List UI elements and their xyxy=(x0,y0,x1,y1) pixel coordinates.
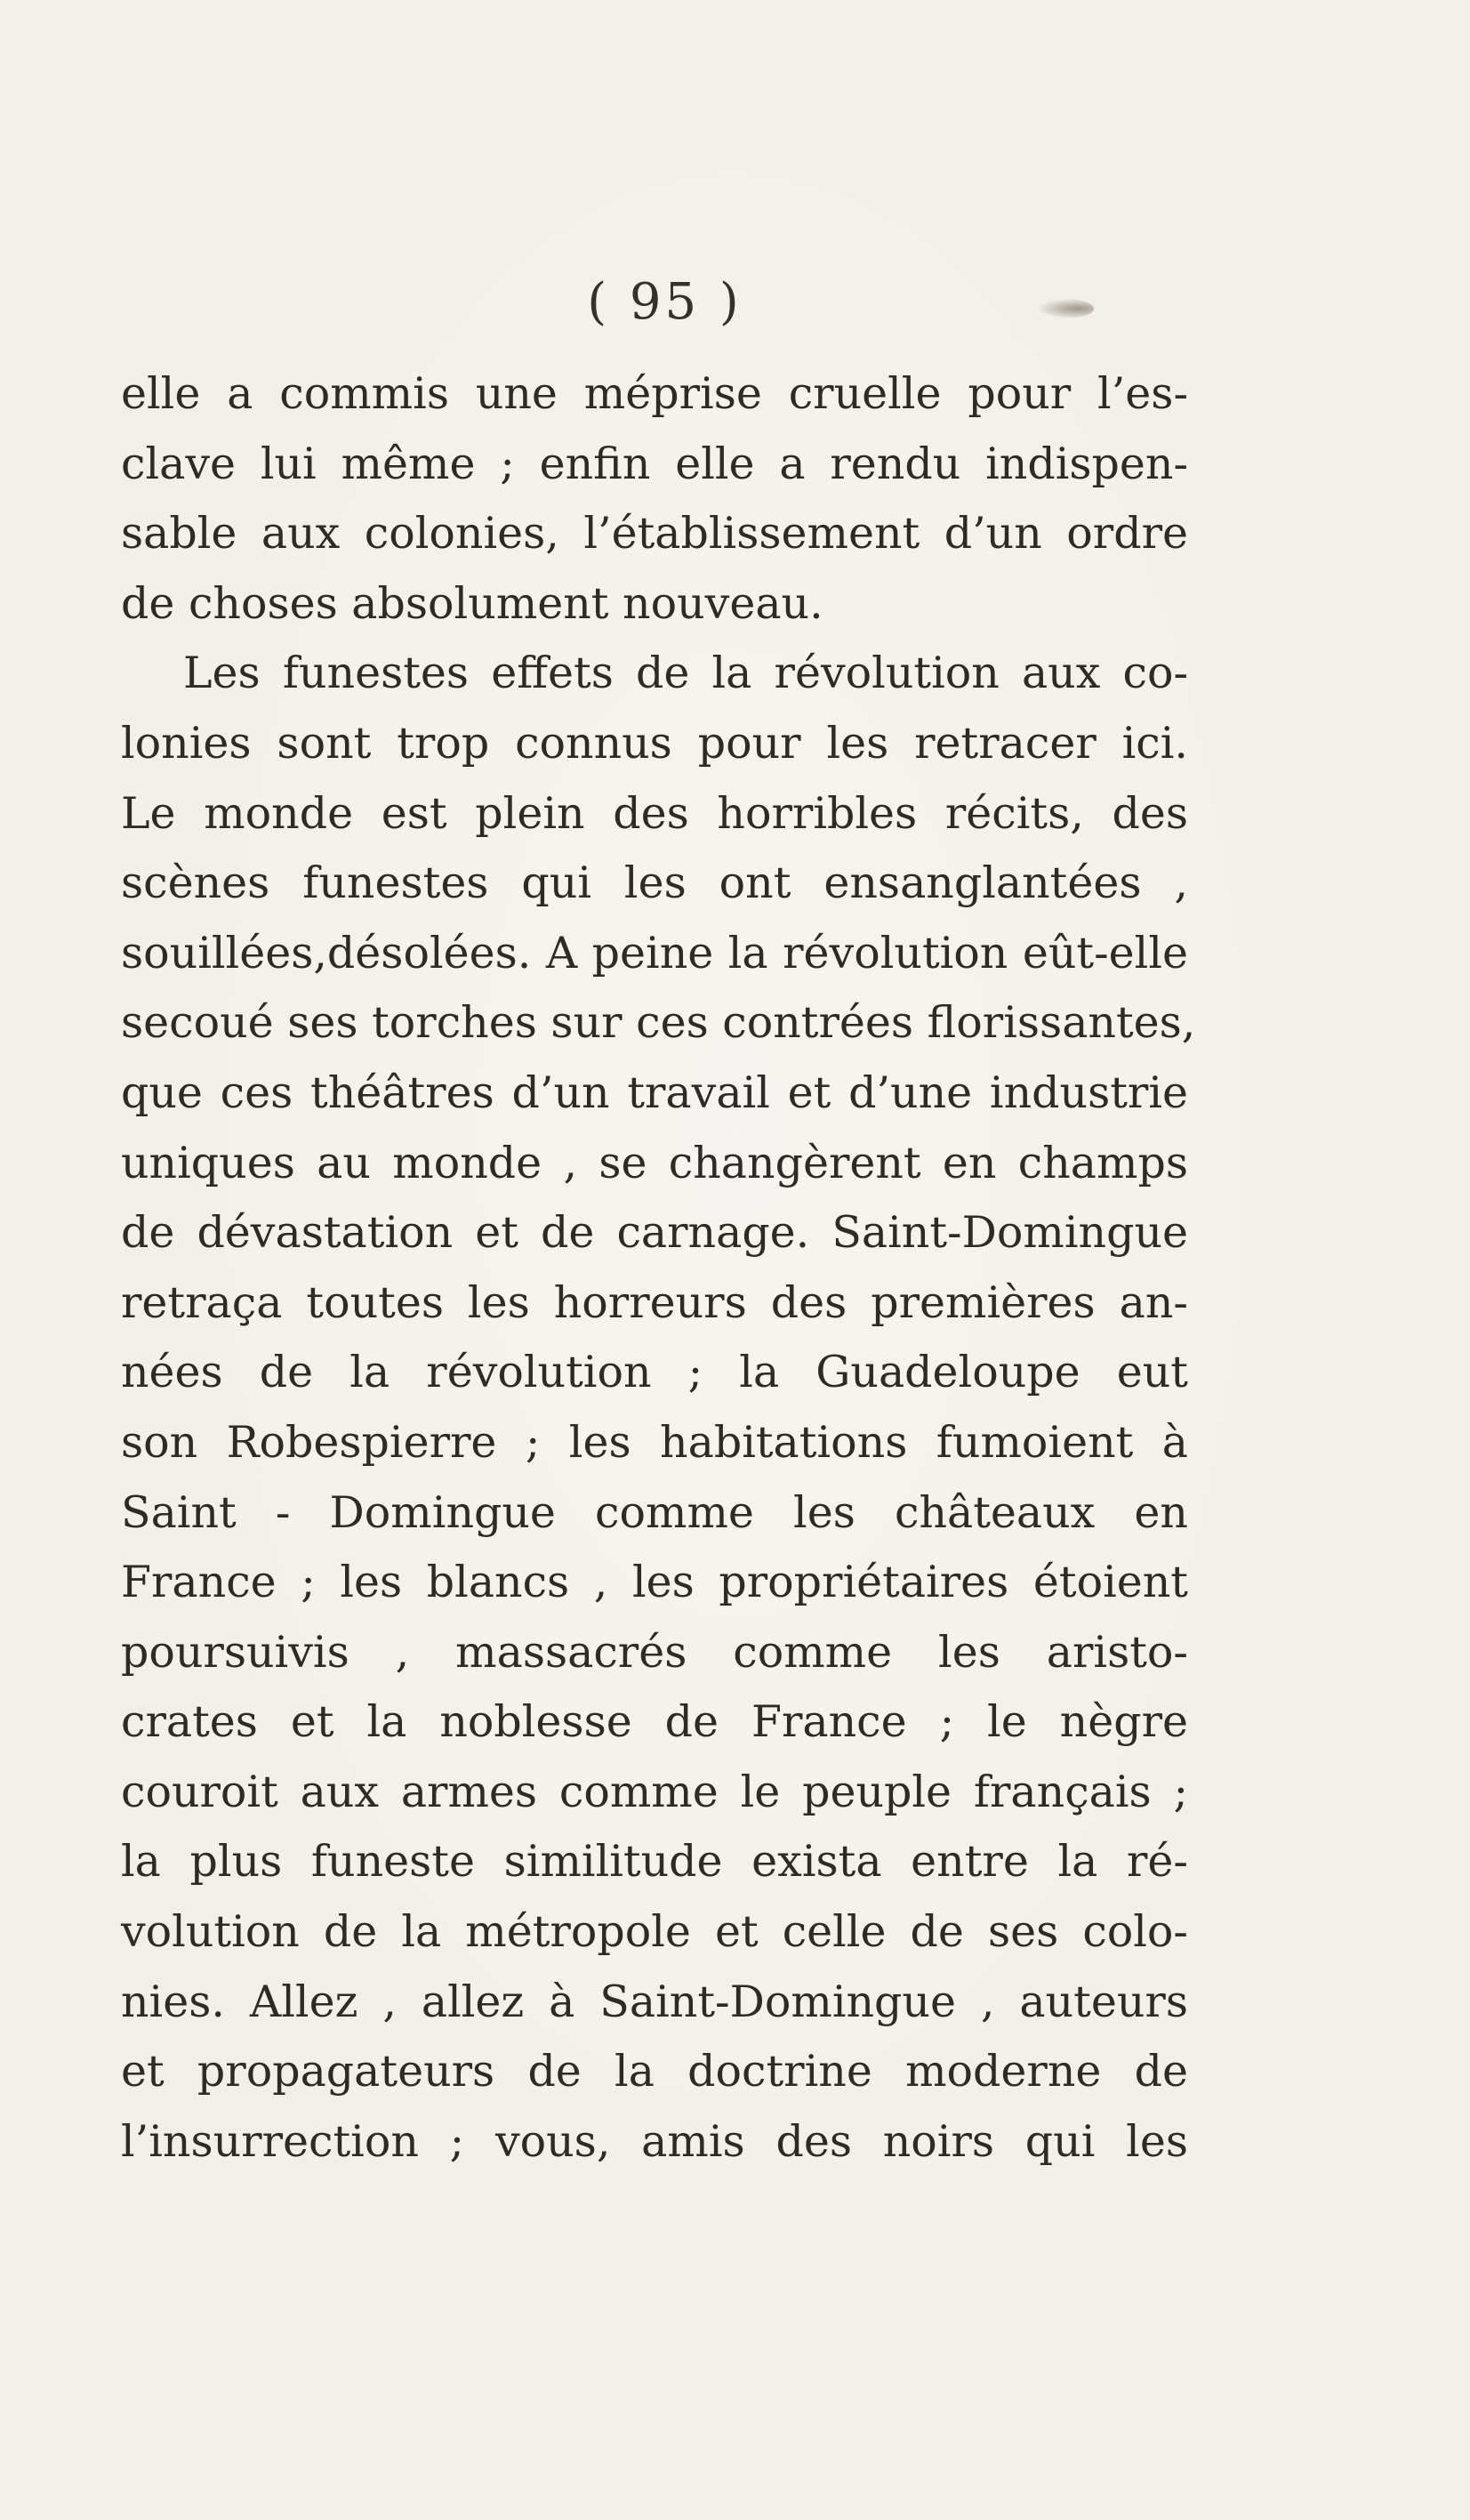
text-line: nées de la révolution ; la Guadeloupe eut xyxy=(121,1347,1188,1398)
text-line: clave lui même ; enfin elle a rendu indispen- xyxy=(121,438,1188,489)
text-line: et propagateurs de la doctrine moderne de xyxy=(121,2046,1188,2097)
text-line: poursuivis , massacrés comme les aristo- xyxy=(121,1626,1188,1678)
text-line: de choses absolument nouveau. xyxy=(121,577,823,629)
text-line: lonies sont trop connus pour les retracer ici. xyxy=(121,717,1188,769)
text-line: elle a commis une méprise cruelle pour l’es- xyxy=(121,368,1188,419)
page-number: ( 95 ) xyxy=(587,273,743,331)
text-line: uniques au monde , se changèrent en champs xyxy=(121,1137,1188,1188)
text-line: retraça toutes les horreurs des premières an- xyxy=(121,1276,1188,1328)
text-line: France ; les blancs , les propriétaires étoient xyxy=(121,1557,1188,1608)
text-line: couroit aux armes comme le peuple français ; xyxy=(121,1766,1188,1817)
text-line: Le monde est plein des horribles récits, des xyxy=(121,787,1188,839)
text-line: Saint - Domingue comme les châteaux en xyxy=(121,1486,1188,1538)
text-line: crates et la noblesse de France ; le nègre xyxy=(121,1696,1188,1748)
text-line: son Robespierre ; les habitations fumoient à xyxy=(121,1416,1188,1468)
ink-blot xyxy=(1039,299,1094,318)
text-line: de dévastation et de carnage. Saint-Domingue xyxy=(121,1207,1188,1259)
text-line: sable aux colonies, l’établissement d’un ordre xyxy=(121,508,1188,560)
text-line: scènes funestes qui les ont ensanglantées , xyxy=(121,857,1188,909)
text-line: nies. Allez , allez à Saint-Domingue , auteurs xyxy=(121,1976,1188,2027)
text-line: secoué ses torches sur ces contrées florissantes, xyxy=(121,997,1196,1049)
text-line: souillées,désolées. A peine la révolution eût-elle xyxy=(121,927,1188,978)
text-line: l’insurrection ; vous, amis des noirs qui les xyxy=(121,2115,1188,2167)
body-text xyxy=(121,359,1196,2177)
text-line: Les funestes effets de la révolution aux co- xyxy=(183,648,1188,699)
text-line: la plus funeste similitude exista entre la ré- xyxy=(121,1836,1188,1888)
text-line: que ces théâtres d’un travail et d’une industrie xyxy=(121,1067,1188,1118)
text-line: volution de la métropole et celle de ses colo- xyxy=(121,1906,1188,1958)
